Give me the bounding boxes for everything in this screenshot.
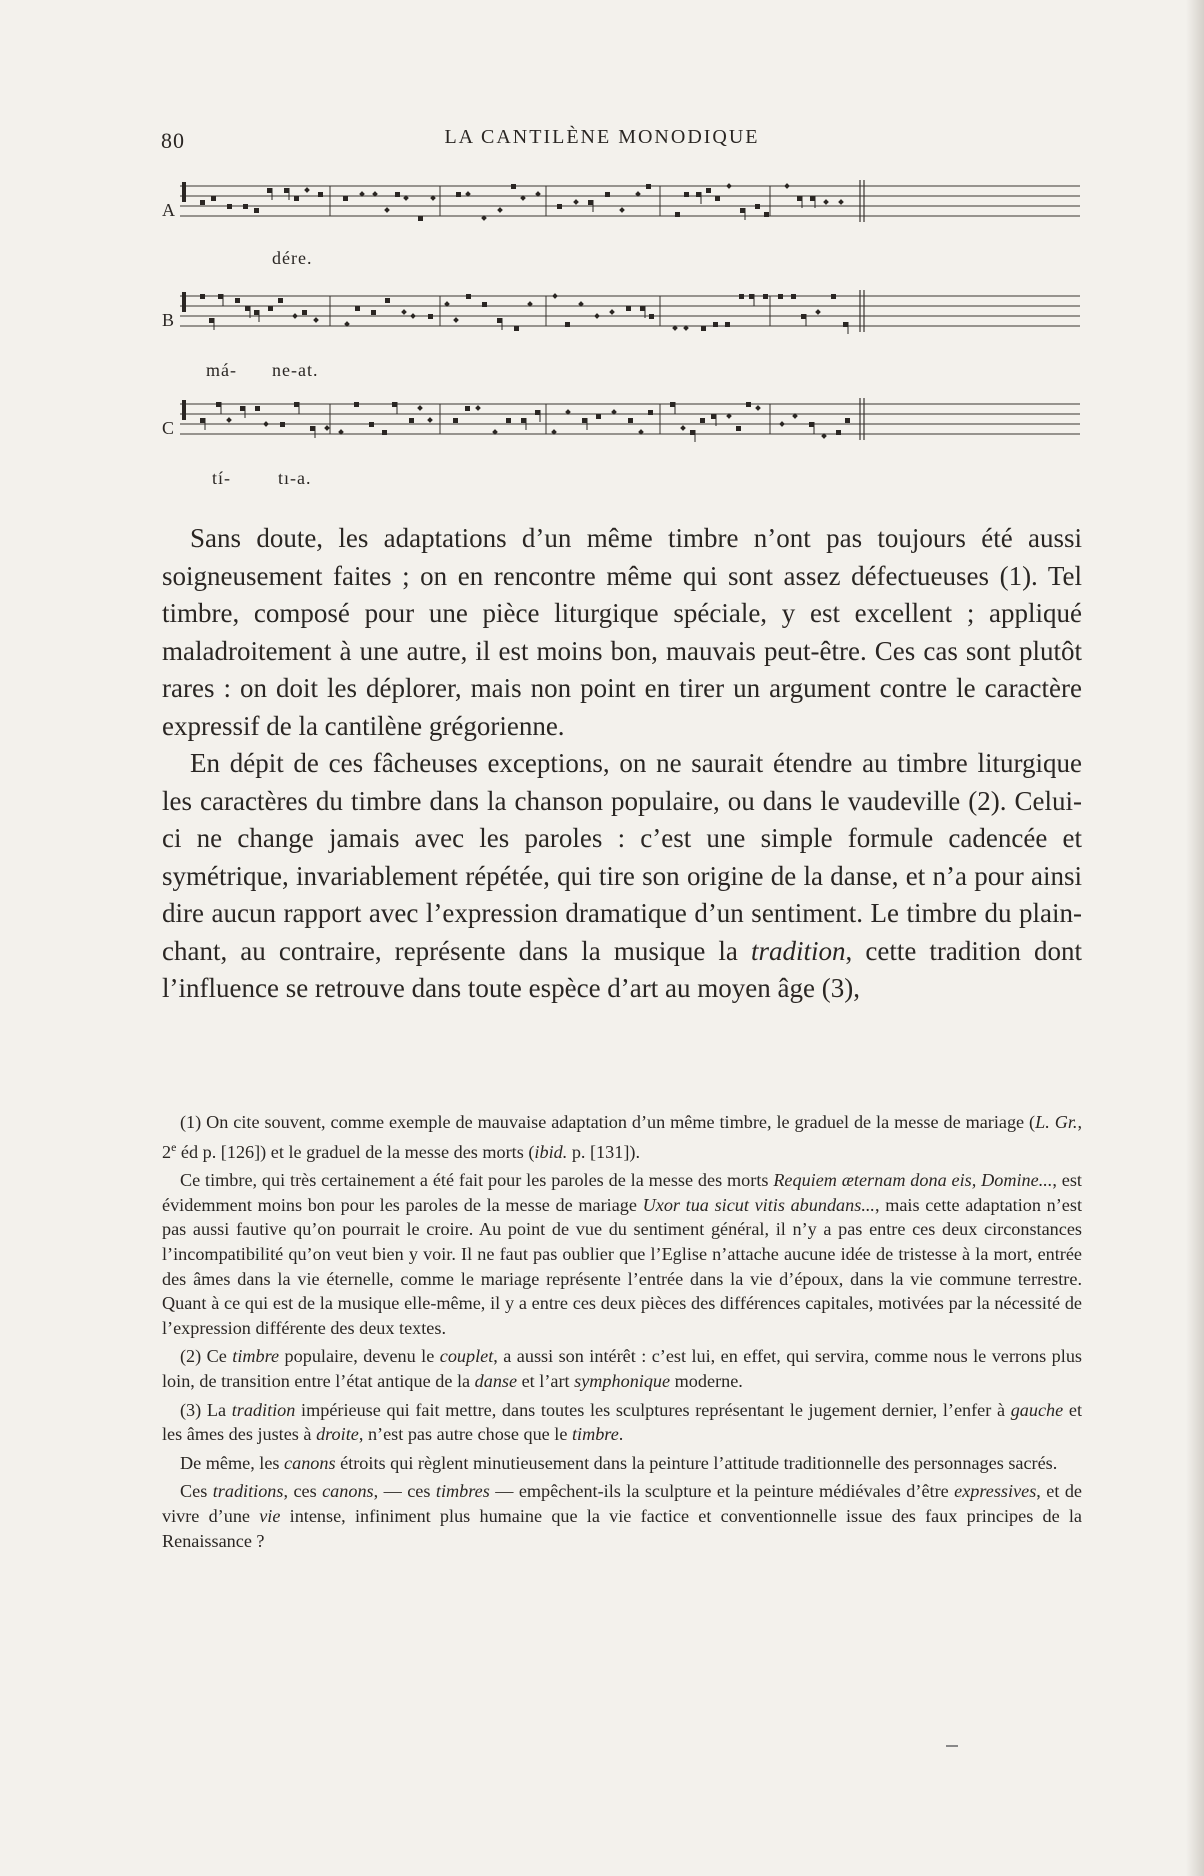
text-segment: , ces bbox=[283, 1481, 323, 1502]
italic-segment: Requiem æternam dona eis, Domine... bbox=[773, 1170, 1053, 1191]
text-segment: , 2 bbox=[162, 1112, 1083, 1162]
music-example-b bbox=[162, 288, 1082, 388]
text-segment: , mais cette adaptation n’est pas aussi fautive qu’on pourrait le croire. Au point de vue du sentiment général, il n’y a pas entre ces deux circonstances l’incompatibilité qu’on veut bien y voir. Il ne faut pas oublier que l’Eglise n’attache aucune idée de tristesse à la mort, entrée des âmes dans la vie éternelle, comme le mariage représente l’entrée dans la vie d’époux, dans la vie commune terrestre. Quant à ce qui est de la musique elle-même, il y a entre ces deux pièces des différences capitales, motivées par la nécessité de l’expression différente des deux textes. bbox=[162, 1194, 1082, 1338]
text-segment: De même, les bbox=[180, 1452, 285, 1473]
text-segment: (2) Ce bbox=[180, 1346, 233, 1367]
footnotes bbox=[162, 1110, 1082, 1557]
footnote bbox=[162, 1398, 1082, 1447]
lyric-syllable: tı-a. bbox=[278, 468, 312, 488]
italic-segment: vie bbox=[259, 1505, 281, 1526]
italic-segment: couplet bbox=[439, 1346, 494, 1367]
footnote bbox=[162, 1344, 1082, 1393]
text-segment: , — ces bbox=[373, 1481, 436, 1502]
neume-staff bbox=[180, 178, 1082, 248]
italic-segment: tradition bbox=[231, 1399, 296, 1420]
page-edge-shadow bbox=[1186, 0, 1204, 1876]
text-segment: (1) On cite souvent, comme exemple de mauvaise adaptation d’un même timbre, le graduel de la messe de mariage ( bbox=[180, 1112, 1036, 1132]
example-letter: A bbox=[162, 200, 175, 220]
text-segment: (3) La bbox=[180, 1399, 232, 1420]
italic-segment: droite bbox=[316, 1424, 359, 1445]
italic-segment: canons bbox=[284, 1452, 336, 1473]
text-segment: , et de vivre d’une bbox=[162, 1481, 1082, 1526]
footnote bbox=[162, 1110, 1082, 1164]
example-letter: B bbox=[162, 310, 175, 330]
example-letter: C bbox=[162, 418, 175, 438]
main-text bbox=[162, 520, 1082, 1008]
italic-segment: gauche bbox=[1010, 1399, 1064, 1420]
body-paragraph bbox=[162, 745, 1082, 1008]
text-segment: populaire, devenu le bbox=[279, 1346, 440, 1367]
text-segment: et les âmes des justes à bbox=[162, 1399, 1082, 1445]
italic-segment: tradition bbox=[751, 935, 846, 966]
body-paragraph bbox=[162, 520, 1082, 745]
lyric-syllable: dére. bbox=[272, 248, 313, 268]
music-example-c bbox=[162, 396, 1082, 496]
text-segment: , cette tradition dont l’influence se retrouve dans toute espèce d’art au moyen âge (3), bbox=[162, 935, 1082, 1003]
page-number: 80 bbox=[161, 128, 185, 153]
footnote bbox=[162, 1451, 1082, 1476]
text-segment: p. [131]). bbox=[567, 1141, 640, 1162]
footnote bbox=[162, 1168, 1082, 1340]
lyric-syllable: tí- bbox=[212, 468, 231, 488]
italic-segment: expressives bbox=[954, 1481, 1037, 1502]
text-segment: moderne. bbox=[670, 1371, 743, 1391]
neume-staff bbox=[180, 396, 1082, 466]
text-segment: . bbox=[618, 1424, 624, 1445]
text-segment: , est évidemment moins bon pour les paroles de la messe de mariage bbox=[162, 1170, 1082, 1215]
text-segment: e bbox=[171, 1139, 177, 1154]
italic-segment: symphonique bbox=[574, 1371, 671, 1391]
text-segment: En dépit de ces fâcheuses exceptions, on ne saurait étendre au timbre liturgique les caractères du timbre dans la chanson populaire, ou dans le vaudeville (2). Celui-ci ne change jamais avec les paroles : c’est une simple formule cadencée et symétrique, invariablement répétée, qui tire son origine de la danse, et n’a pour ainsi dire aucun rapport avec l’expression dramatique d’un sentiment. Le timbre du plain-chant, au contraire, représente dans la musique la bbox=[162, 748, 1082, 966]
lyric-syllable: ne-at. bbox=[272, 360, 319, 380]
text-segment: , n’est pas autre chose que le bbox=[358, 1424, 572, 1445]
italic-segment: ibid. bbox=[534, 1141, 568, 1162]
footnote bbox=[162, 1479, 1082, 1553]
text-segment: Sans doute, les adaptations d’un même timbre n’ont pas toujours été aussi soigneusement faites ; on en rencontre même qui sont assez défectueuses (1). Tel timbre, composé pour une pièce liturgique spéciale, y est excellent ; appliqué maladroitement à une autre, il est moins bon, mauvais peut-être. Ces cas sont plutôt rares : on doit les déplorer, mais non point en tirer un argument contre le caractère expressif de la cantilène grégorienne. bbox=[162, 523, 1082, 741]
running-title: LA CANTILÈNE MONODIQUE bbox=[444, 126, 760, 148]
italic-segment: timbres bbox=[435, 1481, 490, 1502]
text-segment: , a aussi son intérêt : c’est lui, en effet, qui servira, comme nous le verrons plus loin, de transition entre l’état antique de la bbox=[162, 1346, 1082, 1391]
italic-segment: danse bbox=[474, 1371, 518, 1391]
italic-segment: Uxor tua sicut vitis abundans... bbox=[642, 1194, 875, 1215]
italic-segment: traditions bbox=[212, 1481, 284, 1502]
text-segment: éd p. [126]) et le graduel de la messe des morts ( bbox=[176, 1141, 535, 1162]
text-segment: impérieuse qui fait mettre, dans toutes les sculptures représentant le jugement dernier, l’enfer à bbox=[295, 1399, 1011, 1420]
italic-segment: timbre bbox=[571, 1424, 619, 1445]
neume-staff bbox=[180, 288, 1082, 358]
text-segment: Ces bbox=[180, 1481, 213, 1502]
text-segment: intense, infiniment plus humaine que la vie factice et conventionnelle issue des faux principes de la Renaissance ? bbox=[162, 1505, 1083, 1551]
italic-segment: L. Gr. bbox=[1035, 1112, 1078, 1132]
text-segment: étroits qui règlent minutieusement dans la peinture l’attitude traditionnelle des personnages sacrés. bbox=[335, 1452, 1058, 1473]
lyric-syllable: má- bbox=[206, 360, 237, 380]
italic-segment: timbre bbox=[232, 1346, 280, 1367]
italic-segment: canons bbox=[322, 1481, 374, 1502]
text-segment: — empêchent-ils la sculpture et la peinture médiévales d’être bbox=[489, 1481, 955, 1502]
stray-mark bbox=[946, 1745, 958, 1747]
text-segment: et l’art bbox=[517, 1371, 575, 1391]
music-example-a bbox=[162, 178, 1082, 278]
text-segment: Ce timbre, qui très certainement a été fait pour les paroles de la messe des morts bbox=[180, 1170, 774, 1191]
